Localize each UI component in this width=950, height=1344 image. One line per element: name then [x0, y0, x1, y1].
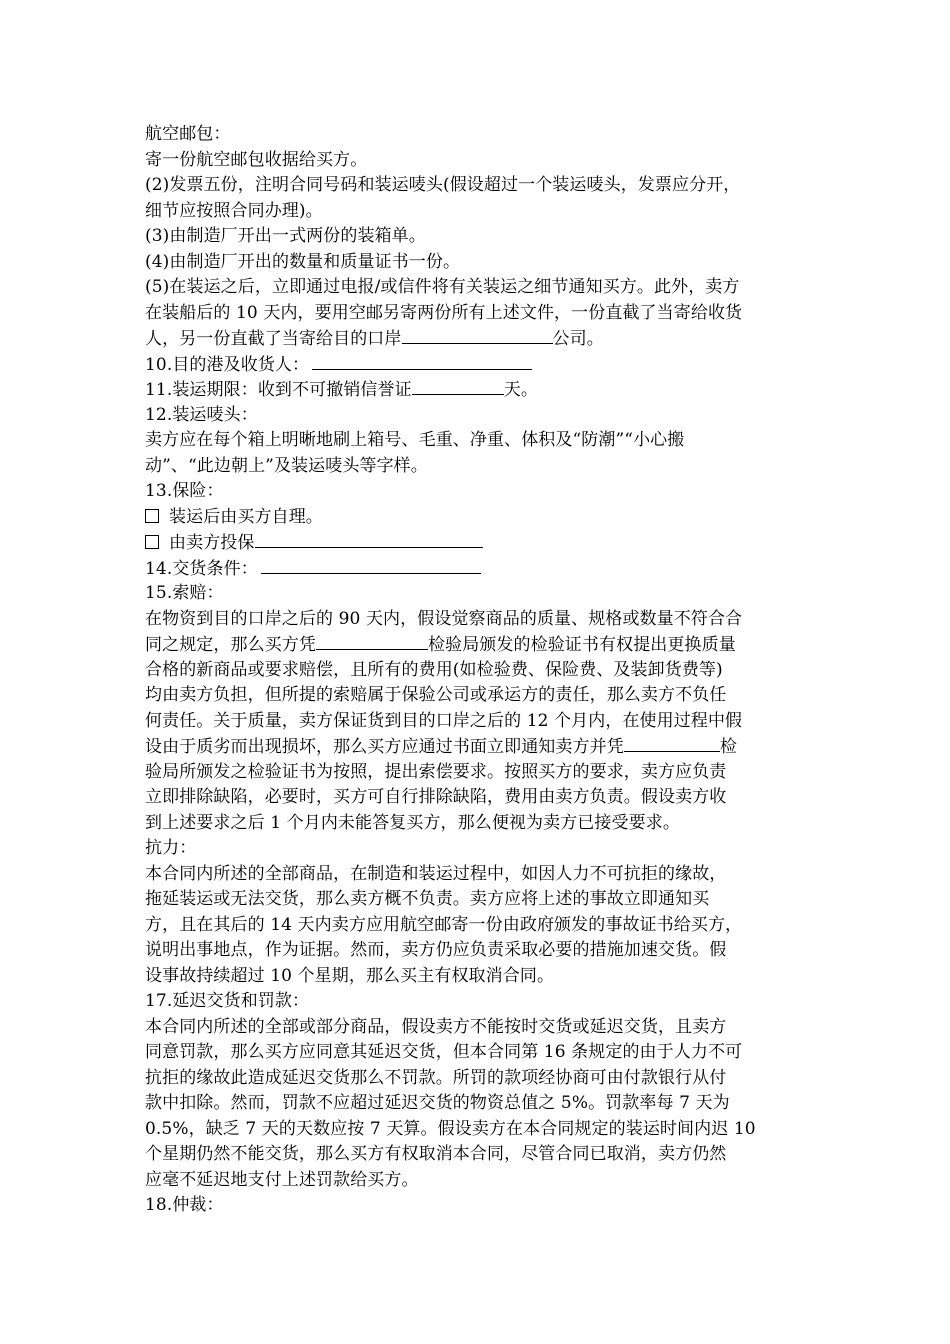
text-segment: 同之规定，那么买方凭	[145, 635, 316, 655]
text-line	[145, 734, 810, 760]
text-segment: 由卖方投保	[169, 533, 255, 553]
text-line	[145, 352, 810, 378]
inspection-bureau-blank[interactable]	[316, 632, 428, 650]
text-line: 0.5%，缺乏 7 天的天数应按 7 天算。假设卖方在本合同规定的装运时间内迟 10	[145, 1118, 756, 1139]
text-line: 方，且在其后的 14 天内卖方应用航空邮寄一份由政府颁发的事故证书给买方，	[145, 914, 743, 935]
text-line: 说明出事地点，作为证据。然而，卖方仍应负责采取必要的措施加速交货。假	[145, 940, 727, 960]
text-line: 在装船后的 10 天内，要用空邮另寄两份所有上述文件，一份直截了当寄给收货	[145, 302, 743, 323]
text-line: 立即排除缺陷，必要时，买方可自行排除缺陷，费用由卖方负责。假设卖方收	[145, 787, 727, 807]
text-line: 个星期仍然不能交货，那么买方有权取消本合同，尽管合同已取消，卖方仍然	[145, 1144, 727, 1164]
text-line: 验局所颁发之检验证书为按照，提出索偿要求。按照买方的要求，卖方应负责	[145, 761, 727, 782]
text-line: 设事故持续超过 10 个星期，那么买主有权取消合同。	[145, 965, 555, 986]
text-line	[145, 556, 810, 582]
text-line: 17.延迟交货和罚款：	[145, 991, 310, 1011]
text-line: 同意罚款，那么买方应同意其延迟交货，但本合同第 16 条规定的由于人力不可	[145, 1042, 743, 1062]
text-line: 航空邮包：	[145, 124, 231, 144]
text-segment: 检	[719, 737, 737, 757]
text-line: 本合同内所述的全部商品，在制造和装运过程中，如因人力不可抗拒的缘故，	[145, 863, 727, 884]
text-line: 到上述要求之后 1 个月内未能答复买方，那么便视为卖方已接受要求。	[145, 812, 680, 833]
shipment-days-blank[interactable]	[412, 377, 504, 395]
text-line: (3)由制造厂开出一式两份的装箱单。	[145, 226, 426, 246]
text-segment: 检验局颁发的检验证书有权提出更换质量	[428, 635, 736, 655]
text-line: 抗力：	[145, 838, 197, 858]
checkbox-buyer-insurance[interactable]	[145, 509, 159, 523]
text-line: 13.保险：	[145, 481, 224, 501]
insurance-blank[interactable]	[255, 530, 483, 548]
text-line: (4)由制造厂开出的数量和质量证书一份。	[145, 251, 461, 272]
document-body	[145, 122, 810, 1219]
checkbox-seller-insurance[interactable]	[145, 535, 159, 549]
text-segment: 10.目的港及收货人：	[145, 354, 310, 375]
text-segment: 11.装运期限：收到不可撤销信誉证	[145, 380, 412, 400]
destination-consignee-blank[interactable]	[312, 352, 532, 370]
text-line: 本合同内所述的全部或部分商品，假设卖方不能按时交货或延迟交货，且卖方	[145, 1016, 727, 1037]
text-line: 款中扣除。然而，罚款不应超过延迟交货的物资总值之 5%。罚款率每 7 天为	[145, 1093, 730, 1113]
text-segment: 人，另一份直截了当寄给目的口岸	[145, 329, 402, 349]
text-segment: 14.交货条件：	[145, 558, 258, 579]
delivery-terms-blank[interactable]	[261, 556, 481, 574]
text-line: 均由卖方负担，但所提的索赔属于保验公司或承运方的责任，那么卖方不负任	[145, 685, 727, 705]
text-line: 18.仲裁：	[145, 1195, 224, 1215]
text-segment: 天。	[503, 380, 538, 400]
text-line: 12.装运唛头：	[145, 404, 258, 425]
text-line: 合格的新商品或要求赔偿，且所有的费用(如检验费、保险费、及装卸货费等)	[145, 659, 723, 680]
port-company-blank[interactable]	[402, 326, 553, 344]
text-line: 细节应按照合同办理)。	[145, 200, 323, 221]
text-line	[145, 377, 810, 403]
text-line: (5)在装运之后，立即通过电报/或信件将有关装运之细节通知买方。此外，卖方	[145, 277, 740, 297]
text-line	[145, 632, 810, 658]
text-line: 拖延装运或无法交货，那么卖方概不负责。卖方应将上述的事故立即通知买	[145, 889, 710, 909]
text-line: 15.索赔：	[145, 583, 224, 603]
text-line: 何责任。关于质量，卖方保证货到目的口岸之后的 12 个月内，在使用过程中假	[145, 710, 743, 731]
text-line	[145, 326, 810, 352]
text-line	[145, 530, 810, 556]
text-line: 应毫不延迟地支付上述罚款给买方。	[145, 1169, 419, 1190]
text-segment: 装运后由买方自理。	[169, 506, 323, 527]
text-segment: 设由于质劣而出现损坏，那么买方应通过书面立即通知卖方并凭	[145, 737, 624, 757]
text-line: 在物资到目的口岸之后的 90 天内，假设觉察商品的质量、规格或数量不符合合	[145, 608, 743, 629]
text-line: 寄一份航空邮包收据给买方。	[145, 149, 368, 170]
text-line: 动”、“此边朝上”及装运唛头等字样。	[145, 455, 428, 476]
text-line: 抗拒的缘故此造成延迟交货那么不罚款。所罚的款项经协商可由付款银行从付	[145, 1067, 727, 1088]
text-line: (2)发票五份，注明合同号码和装运唛头(假设超过一个装运唛头，发票应分开，	[145, 175, 741, 195]
text-segment: 公司。	[552, 329, 604, 349]
text-line: 卖方应在每个箱上明晰地刷上箱号、毛重、净重、体积及“防潮”“小心搬	[145, 430, 685, 450]
text-line	[145, 505, 810, 531]
quality-inspection-blank[interactable]	[624, 734, 720, 752]
